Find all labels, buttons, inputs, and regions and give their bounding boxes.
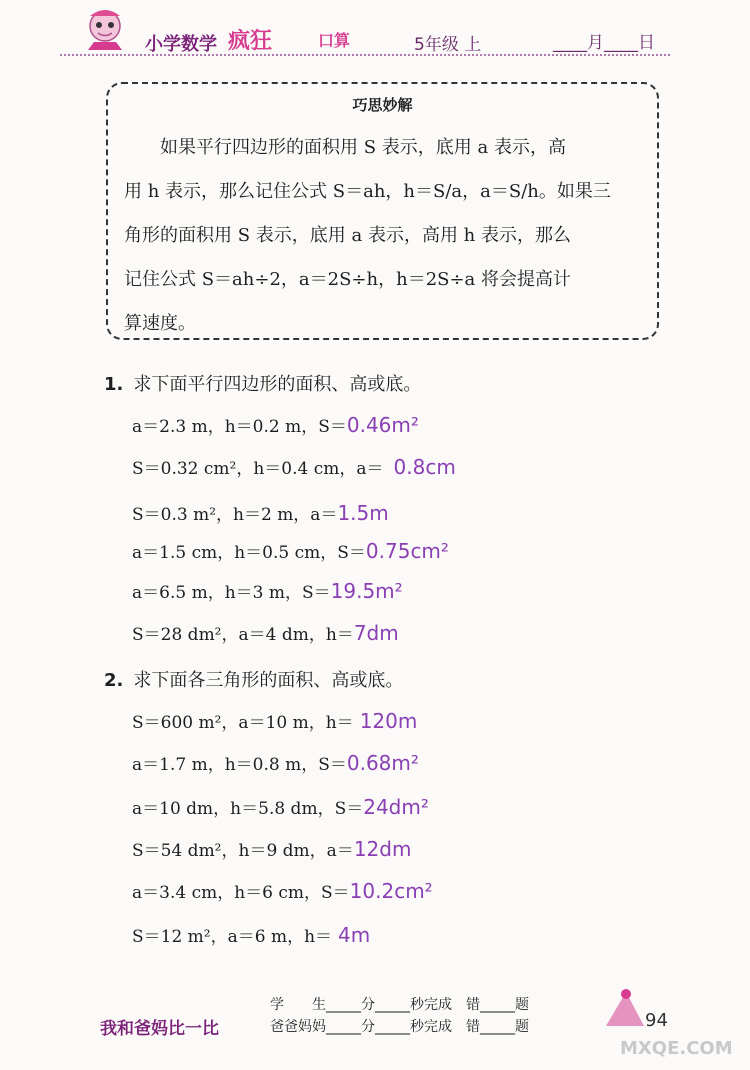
question-text: S＝12 m²，a＝6 m，h＝ (132, 927, 333, 947)
question-row (132, 538, 449, 563)
date-field: ____月____日 (553, 33, 655, 53)
section-2-title: 求下面各三角形的面积、高或底。 (133, 670, 404, 691)
handwritten-answer: 24dm² (363, 795, 429, 819)
book-title-part-a: 小学数学 (145, 34, 217, 55)
handwritten-answer: 7dm (353, 621, 399, 645)
handwritten-answer: 1.5m (337, 501, 389, 525)
question-text: a＝1.5 cm，h＝0.5 cm，S＝ (132, 543, 366, 563)
watermark: MXQE.COM (620, 1038, 733, 1059)
tip-line: 如果平行四边形的面积用 S 表示，底用 a 表示，高 (124, 137, 566, 158)
corner-mascot-icon (600, 986, 650, 1032)
section-1-heading (104, 370, 421, 396)
handwritten-answer: 0.46m² (346, 413, 419, 437)
question-text: a＝10 dm，h＝5.8 dm，S＝ (132, 799, 364, 819)
question-row (132, 750, 419, 775)
question-row (132, 836, 411, 861)
footer-label: 我和爸妈比一比 (100, 1019, 219, 1039)
tip-box (106, 82, 659, 340)
header-divider (60, 54, 670, 56)
handwritten-answer: 0.75cm² (365, 539, 449, 563)
tip-line: 记住公式 S＝ah÷2，a＝2S÷h，h＝2S÷a 将会提高计 (124, 269, 572, 290)
question-row (132, 794, 429, 819)
question-row (132, 620, 399, 645)
footer-row-student: 学 生_____分_____秒完成 错_____题 (270, 997, 529, 1013)
handwritten-answer: 10.2cm² (349, 879, 433, 903)
tip-line: 算速度。 (124, 313, 196, 334)
section-1-title: 求下面平行四边形的面积、高或底。 (133, 374, 422, 395)
question-text: a＝1.7 m，h＝0.8 m，S＝ (132, 755, 347, 775)
handwritten-answer: 19.5m² (330, 579, 403, 603)
question-row (132, 708, 417, 733)
cartoon-mascot-icon (78, 6, 132, 58)
question-text: S＝600 m²，a＝10 m，h＝ (132, 713, 354, 733)
question-text: a＝2.3 m，h＝0.2 m，S＝ (132, 417, 347, 437)
question-text: a＝6.5 m，h＝3 m，S＝ (132, 583, 331, 603)
handwritten-answer: 0.8cm (393, 455, 456, 479)
tip-line: 角形的面积用 S 表示，底用 a 表示，高用 h 表示，那么 (124, 225, 571, 246)
tip-paragraph (124, 126, 644, 346)
question-text: S＝0.32 cm²，h＝0.4 cm，a＝ (132, 459, 384, 479)
question-text: S＝0.3 m²，h＝2 m，a＝ (132, 505, 338, 525)
question-row (132, 500, 389, 525)
book-title-part-b: 疯狂 (228, 29, 273, 54)
page-number: 94 (645, 1010, 668, 1031)
tip-line: 用 h 表示，那么记住公式 S＝ah，h＝S/a，a＝S/h。如果三 (124, 181, 611, 202)
question-row (132, 578, 403, 603)
book-title-part-c: 口算 (318, 31, 351, 50)
tip-title: 巧思妙解 (352, 96, 413, 114)
question-row (132, 412, 419, 437)
handwritten-answer: 120m (359, 709, 418, 733)
grade-label: 5年级 上 (414, 35, 482, 55)
question-text: S＝54 dm²，h＝9 dm，a＝ (132, 841, 354, 861)
section-2-heading (104, 666, 403, 692)
question-text: S＝28 dm²，a＝4 dm，h＝ (132, 625, 354, 645)
section-1-number: 1. (104, 374, 124, 395)
question-text: a＝3.4 cm，h＝6 cm，S＝ (132, 883, 350, 903)
handwritten-answer: 4m (338, 923, 371, 947)
question-row (132, 454, 456, 479)
question-row (132, 922, 370, 947)
handwritten-answer: 0.68m² (346, 751, 419, 775)
handwritten-answer: 12dm (353, 837, 412, 861)
footer-row-parents: 爸爸妈妈_____分_____秒完成 错_____题 (270, 1019, 529, 1035)
question-row (132, 878, 433, 903)
section-2-number: 2. (104, 670, 124, 691)
